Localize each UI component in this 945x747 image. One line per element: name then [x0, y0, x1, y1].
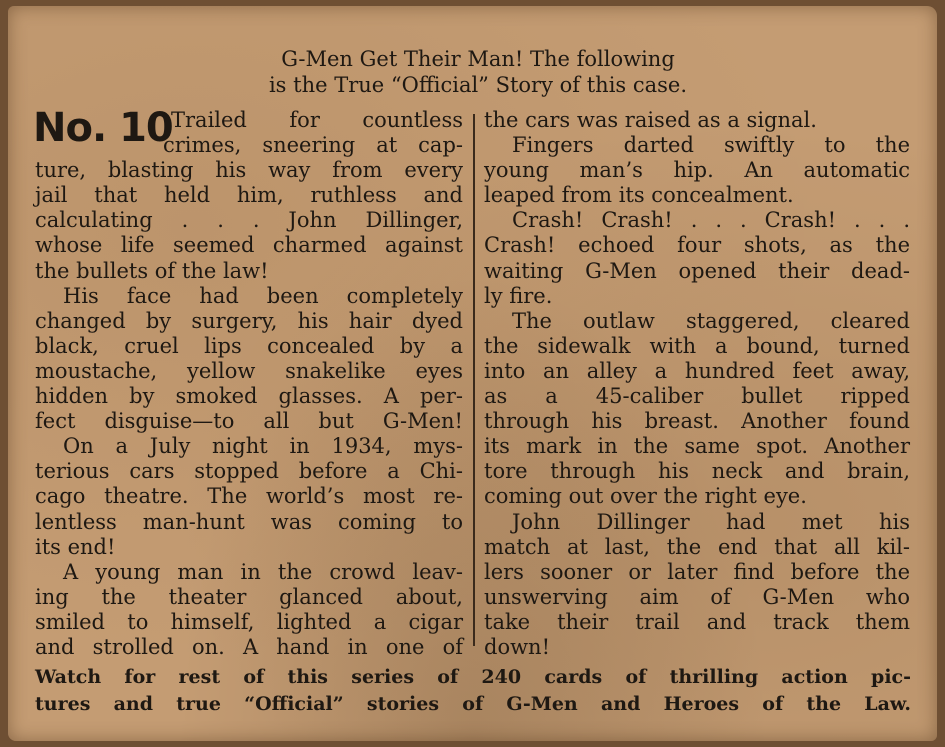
story-line: tore through his neck and brain,	[484, 459, 910, 484]
story-line: changed by surgery, his hair dyed	[35, 308, 463, 333]
story-line: take their trail and track them	[484, 609, 910, 634]
story-line: the bullets of the law!	[35, 258, 269, 283]
story-line: terious cars stopped before a Chi-	[35, 459, 463, 484]
story-line: smiled to himself, lighted a cigar	[35, 609, 463, 634]
story-line: crimes, sneering at cap-	[163, 133, 463, 158]
story-line: the cars was raised as a signal.	[484, 108, 817, 132]
column-divider	[473, 114, 475, 646]
story-line: ing the theater glanced about,	[35, 584, 463, 609]
story-line: moustache, yellow snakelike eyes	[35, 358, 463, 383]
story-line: Crash! echoed four shots, as the	[484, 233, 910, 258]
story-line: On a July night in 1934, mys-	[63, 434, 463, 459]
story-line: match at last, the end that all kil-	[484, 534, 910, 559]
story-line: coming out over the right eye.	[484, 484, 807, 509]
story-line: down!	[484, 634, 551, 659]
story-line: leaped from its concealment.	[484, 183, 794, 208]
story-line: Trailed for countless	[171, 108, 463, 132]
header-line-1: G-Men Get Their Man! The following	[281, 47, 675, 71]
story-line: lers sooner or later find before the	[484, 559, 910, 584]
footer-line-2: tures and true “Official” stories of G-Men and Heroes of the Law.	[35, 693, 911, 715]
story-line: Crash! Crash! . . . Crash! . . .	[512, 208, 910, 233]
story-line: fect disguise—to all but G-Men!	[35, 409, 463, 434]
story-left-column	[35, 108, 463, 660]
story-line: whose life seemed charmed against	[35, 233, 463, 258]
story-line: cago theatre. The world’s most re-	[35, 484, 463, 509]
story-line: into an alley a hundred feet away,	[484, 358, 910, 383]
story-line: lentless man-hunt was coming to	[35, 509, 463, 534]
card-number: No. 10	[33, 105, 173, 151]
trading-card-back	[8, 6, 937, 741]
story-line: John Dillinger had met his	[512, 509, 910, 534]
story-line: ture, blasting his way from every	[35, 158, 463, 183]
footer-line-1: Watch for rest of this series of 240 cards of thrilling action pic-	[35, 666, 911, 688]
story-line: His face had been completely	[63, 283, 463, 308]
story-line: A young man in the crowd leav-	[63, 559, 463, 584]
story-line: calculating . . . John Dillinger,	[35, 208, 463, 233]
story-line: unswerving aim of G-Men who	[484, 584, 910, 609]
story-line: the sidewalk with a bound, turned	[484, 333, 910, 358]
story-right-column	[484, 108, 910, 660]
story-line: ly fire.	[484, 283, 553, 308]
story-line: black, cruel lips concealed by a	[35, 333, 463, 358]
story-line: through his breast. Another found	[484, 409, 910, 434]
story-line: and strolled on. A hand in one of	[35, 634, 463, 659]
story-line: as a 45-caliber bullet ripped	[484, 384, 910, 409]
story-line: waiting G-Men opened their dead-	[484, 258, 910, 283]
story-line: its end!	[35, 534, 116, 559]
header-line-2: is the True “Official” Story of this case.	[268, 73, 688, 97]
story-line: jail that held him, ruthless and	[35, 183, 463, 208]
story-line: Fingers darted swiftly to the	[512, 133, 910, 158]
story-line: young man’s hip. An automatic	[484, 158, 910, 183]
story-line: its mark in the same spot. Another	[484, 434, 910, 459]
story-line: hidden by smoked glasses. A per-	[35, 384, 463, 409]
story-line: The outlaw staggered, cleared	[512, 308, 910, 333]
